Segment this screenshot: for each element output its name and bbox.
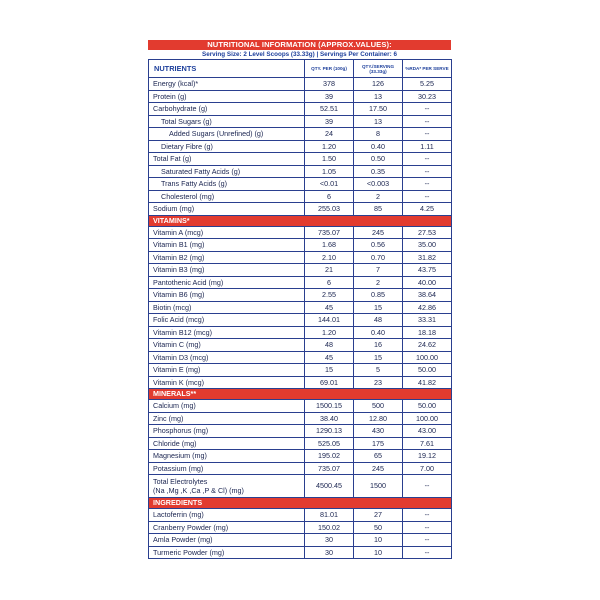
qty-per-serving: 12.80	[354, 412, 403, 425]
nutrient-name: Amla Powder (mg)	[149, 534, 305, 547]
qty-per-serving: 13	[354, 115, 403, 128]
rda-percent: 18.18	[403, 326, 452, 339]
qty-per-100g: 69.01	[305, 376, 354, 389]
qty-per-100g: 52.51	[305, 103, 354, 116]
qty-per-100g: 15	[305, 364, 354, 377]
rda-percent: --	[403, 190, 452, 203]
nutrient-name: Total Sugars (g)	[149, 115, 305, 128]
nutrient-name: Phosphorus (mg)	[149, 425, 305, 438]
table-row	[149, 326, 452, 339]
qty-per-100g: 1.68	[305, 239, 354, 252]
table-row	[149, 509, 452, 522]
qty-per-100g: 1.20	[305, 140, 354, 153]
table-header-row	[149, 60, 452, 78]
qty-per-100g: 21	[305, 264, 354, 277]
table-row	[149, 351, 452, 364]
qty-per-100g: 24	[305, 128, 354, 141]
table-row	[149, 534, 452, 547]
qty-per-serving: 0.50	[354, 153, 403, 166]
rda-percent: --	[403, 509, 452, 522]
nutrient-name: Folic Acid (mcg)	[149, 314, 305, 327]
qty-per-100g: 2.55	[305, 289, 354, 302]
rda-percent: 4.25	[403, 203, 452, 216]
nutrient-name: Dietary Fibre (g)	[149, 140, 305, 153]
qty-per-100g: 2.10	[305, 251, 354, 264]
nutrient-name: Chloride (mg)	[149, 437, 305, 450]
table-row	[149, 276, 452, 289]
table-row	[149, 289, 452, 302]
table-row	[149, 178, 452, 191]
section-title: INGREDIENTS	[149, 498, 452, 509]
rda-percent: --	[403, 534, 452, 547]
rda-percent: 5.25	[403, 78, 452, 91]
rda-percent: 100.00	[403, 351, 452, 364]
table-row	[149, 90, 452, 103]
qty-per-100g: 195.02	[305, 450, 354, 463]
qty-per-100g: 81.01	[305, 509, 354, 522]
qty-per-serving: 7	[354, 264, 403, 277]
table-row	[149, 475, 452, 498]
table-row	[149, 412, 452, 425]
col-header-rda: %RDA* PER SERVE	[403, 60, 452, 78]
nutrient-name-line2: (Na ,Mg ,K ,Ca ,P & Cl) (mg)	[153, 486, 244, 495]
nutrient-name: Energy (kcal)*	[149, 78, 305, 91]
qty-per-serving: 16	[354, 339, 403, 352]
qty-per-serving: 430	[354, 425, 403, 438]
qty-per-serving: 65	[354, 450, 403, 463]
qty-per-100g: 1.50	[305, 153, 354, 166]
rda-percent: --	[403, 128, 452, 141]
qty-per-serving: 17.50	[354, 103, 403, 116]
nutrient-name: Vitamin B3 (mg)	[149, 264, 305, 277]
rda-percent: 50.00	[403, 364, 452, 377]
section-header	[149, 498, 452, 509]
qty-per-serving: 8	[354, 128, 403, 141]
nutrient-name: Protein (g)	[149, 90, 305, 103]
qty-per-serving: 23	[354, 376, 403, 389]
nutrient-name: Magnesium (mg)	[149, 450, 305, 463]
qty-per-serving: 0.40	[354, 140, 403, 153]
table-row	[149, 226, 452, 239]
qty-per-serving: 15	[354, 301, 403, 314]
table-row	[149, 190, 452, 203]
nutrient-name: Biotin (mcg)	[149, 301, 305, 314]
table-row	[149, 450, 452, 463]
rda-percent: --	[403, 115, 452, 128]
rda-percent: 40.00	[403, 276, 452, 289]
qty-per-100g: 38.40	[305, 412, 354, 425]
qty-per-100g: 39	[305, 115, 354, 128]
rda-percent: 7.61	[403, 437, 452, 450]
nutrient-name: Vitamin B6 (mg)	[149, 289, 305, 302]
qty-per-100g: 1.20	[305, 326, 354, 339]
rda-percent: --	[403, 178, 452, 191]
table-row	[149, 140, 452, 153]
rda-percent: 43.75	[403, 264, 452, 277]
nutrient-name: Vitamin K (mcg)	[149, 376, 305, 389]
table-row	[149, 115, 452, 128]
table-row	[149, 400, 452, 413]
qty-per-100g: 1.05	[305, 165, 354, 178]
qty-per-100g: 45	[305, 301, 354, 314]
table-row	[149, 314, 452, 327]
qty-per-100g: 525.05	[305, 437, 354, 450]
table-row	[149, 364, 452, 377]
qty-per-serving: <0.003	[354, 178, 403, 191]
section-title: VITAMINS*	[149, 215, 452, 226]
rda-percent: --	[403, 521, 452, 534]
section-title: MINERALS**	[149, 389, 452, 400]
rda-percent: 19.12	[403, 450, 452, 463]
qty-per-serving: 13	[354, 90, 403, 103]
panel-title: NUTRITIONAL INFORMATION (APPROX.VALUES):	[148, 40, 451, 50]
nutrient-name: Vitamin B12 (mcg)	[149, 326, 305, 339]
nutrient-name: Vitamin B1 (mg)	[149, 239, 305, 252]
table-row	[149, 165, 452, 178]
qty-per-serving: 126	[354, 78, 403, 91]
table-row	[149, 239, 452, 252]
qty-per-serving: 2	[354, 276, 403, 289]
nutrient-name: Lactoferrin (mg)	[149, 509, 305, 522]
qty-per-serving: 10	[354, 534, 403, 547]
qty-per-serving: 85	[354, 203, 403, 216]
qty-per-serving: 245	[354, 462, 403, 475]
nutrient-name: Carbohydrate (g)	[149, 103, 305, 116]
qty-per-serving: 0.85	[354, 289, 403, 302]
nutrient-name	[149, 475, 305, 498]
qty-per-serving: 50	[354, 521, 403, 534]
table-row	[149, 301, 452, 314]
table-row	[149, 425, 452, 438]
table-row	[149, 546, 452, 559]
qty-per-100g: 48	[305, 339, 354, 352]
table-row	[149, 521, 452, 534]
rda-percent: --	[403, 546, 452, 559]
qty-per-serving: 48	[354, 314, 403, 327]
qty-per-serving: 245	[354, 226, 403, 239]
rda-percent: 100.00	[403, 412, 452, 425]
section-header	[149, 215, 452, 226]
nutrient-name: Added Sugars (Unrefined) (g)	[149, 128, 305, 141]
nutrient-name: Trans Fatty Acids (g)	[149, 178, 305, 191]
qty-per-serving: 27	[354, 509, 403, 522]
rda-percent: 42.86	[403, 301, 452, 314]
rda-percent: 43.00	[403, 425, 452, 438]
qty-per-100g: <0.01	[305, 178, 354, 191]
col-header-nutrients: NUTRIENTS	[149, 60, 305, 78]
qty-per-100g: 735.07	[305, 462, 354, 475]
nutrition-panel	[148, 40, 451, 559]
col-header-per-100g: QTY. PER (100g)	[305, 60, 354, 78]
qty-per-serving: 10	[354, 546, 403, 559]
nutrient-name: Cranberry Powder (mg)	[149, 521, 305, 534]
qty-per-100g: 378	[305, 78, 354, 91]
rda-percent: --	[403, 153, 452, 166]
qty-per-100g: 255.03	[305, 203, 354, 216]
qty-per-serving: 0.35	[354, 165, 403, 178]
nutrient-name: Cholesterol (mg)	[149, 190, 305, 203]
rda-percent: 31.82	[403, 251, 452, 264]
rda-percent: 50.00	[403, 400, 452, 413]
qty-per-100g: 4500.45	[305, 475, 354, 498]
qty-per-100g: 30	[305, 546, 354, 559]
nutrient-name: Vitamin A (mcg)	[149, 226, 305, 239]
rda-percent: 30.23	[403, 90, 452, 103]
nutrition-table	[148, 59, 452, 559]
qty-per-serving: 5	[354, 364, 403, 377]
rda-percent: 33.31	[403, 314, 452, 327]
qty-per-serving: 1500	[354, 475, 403, 498]
nutrient-name: Vitamin E (mg)	[149, 364, 305, 377]
table-row	[149, 128, 452, 141]
qty-per-serving: 15	[354, 351, 403, 364]
qty-per-100g: 144.01	[305, 314, 354, 327]
rda-percent: --	[403, 475, 452, 498]
qty-per-100g: 30	[305, 534, 354, 547]
nutrient-name: Pantothenic Acid (mg)	[149, 276, 305, 289]
rda-percent: 35.00	[403, 239, 452, 252]
rda-percent: --	[403, 165, 452, 178]
table-row	[149, 376, 452, 389]
qty-per-100g: 39	[305, 90, 354, 103]
qty-per-100g: 150.02	[305, 521, 354, 534]
qty-per-serving: 0.70	[354, 251, 403, 264]
rda-percent: 27.53	[403, 226, 452, 239]
qty-per-serving: 0.40	[354, 326, 403, 339]
qty-per-100g: 735.07	[305, 226, 354, 239]
qty-per-100g: 6	[305, 190, 354, 203]
nutrient-name: Vitamin C (mg)	[149, 339, 305, 352]
table-row	[149, 103, 452, 116]
rda-percent: --	[403, 103, 452, 116]
qty-per-serving: 500	[354, 400, 403, 413]
nutrient-name: Potassium (mg)	[149, 462, 305, 475]
rda-percent: 24.62	[403, 339, 452, 352]
table-row	[149, 264, 452, 277]
table-row	[149, 339, 452, 352]
nutrient-name: Total Fat (g)	[149, 153, 305, 166]
nutrient-name: Vitamin B2 (mg)	[149, 251, 305, 264]
nutrient-name: Sodium (mg)	[149, 203, 305, 216]
table-row	[149, 437, 452, 450]
table-row	[149, 153, 452, 166]
nutrient-name: Turmeric Powder (mg)	[149, 546, 305, 559]
nutrient-name: Calcium (mg)	[149, 400, 305, 413]
nutrient-name: Saturated Fatty Acids (g)	[149, 165, 305, 178]
table-row	[149, 251, 452, 264]
rda-percent: 1.11	[403, 140, 452, 153]
qty-per-100g: 1500.15	[305, 400, 354, 413]
qty-per-serving: 0.56	[354, 239, 403, 252]
table-row	[149, 78, 452, 91]
rda-percent: 7.00	[403, 462, 452, 475]
nutrient-name: Zinc (mg)	[149, 412, 305, 425]
qty-per-serving: 175	[354, 437, 403, 450]
qty-per-100g: 45	[305, 351, 354, 364]
table-row	[149, 462, 452, 475]
rda-percent: 41.82	[403, 376, 452, 389]
nutrient-name-line1: Total Electrolytes	[153, 477, 208, 486]
qty-per-100g: 1290.13	[305, 425, 354, 438]
col-header-per-serving: QTY./SERVING (33.33g)	[354, 60, 403, 78]
section-header	[149, 389, 452, 400]
qty-per-100g: 6	[305, 276, 354, 289]
qty-per-serving: 2	[354, 190, 403, 203]
rda-percent: 38.64	[403, 289, 452, 302]
nutrient-name: Vitamin D3 (mcg)	[149, 351, 305, 364]
serving-size: Serving Size: 2 Level Scoops (33.33g) | Servings Per Container: 6	[202, 51, 397, 58]
table-row	[149, 203, 452, 216]
